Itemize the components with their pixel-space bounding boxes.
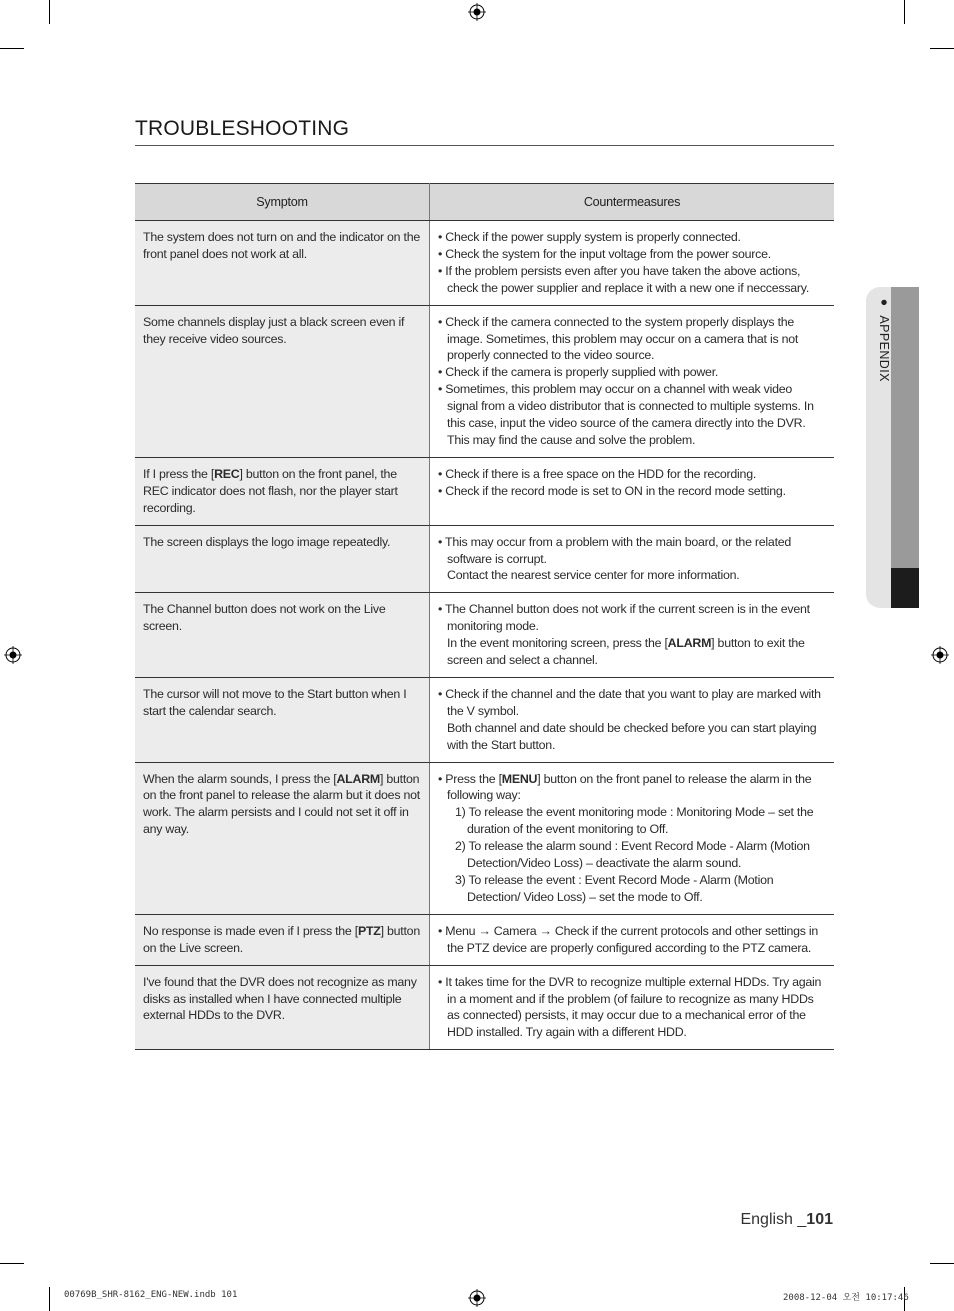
table-row xyxy=(135,525,834,593)
table-row xyxy=(135,965,834,1050)
menu-key-label: MENU xyxy=(501,771,538,786)
bullet-icon: ● xyxy=(877,295,891,310)
countermeasure-cell xyxy=(430,762,835,914)
countermeasure-text: • Press the [ xyxy=(438,771,502,786)
symptom-cell: The system does not turn on and the indicator on the front panel does not work at all. xyxy=(135,221,430,306)
symptom-cell: Some channels display just a black screen even if they receive video sources. xyxy=(135,305,430,457)
symptom-text: ] button on the front panel, the REC indicator does not flash, nor the player start recording. xyxy=(143,466,398,515)
registration-mark-icon xyxy=(4,646,22,664)
countermeasure-cell xyxy=(430,221,835,306)
crop-mark xyxy=(930,48,954,49)
table-header-row xyxy=(135,184,834,221)
countermeasure-cell xyxy=(430,305,835,457)
symptom-cell xyxy=(135,762,430,914)
symptom-text: If I press the [ xyxy=(143,466,215,481)
countermeasure-continuation: Both channel and date should be checked before you can start playing with the Start button. xyxy=(447,720,817,752)
countermeasure-item: • Check if there is a free space on the HDD for the recording. xyxy=(438,466,757,481)
countermeasure-cell xyxy=(430,593,835,678)
troubleshooting-table xyxy=(135,183,834,1050)
countermeasure-cell xyxy=(430,525,835,593)
crop-mark xyxy=(49,0,50,24)
appendix-side-tab xyxy=(866,287,919,608)
countermeasure-item xyxy=(438,771,826,805)
table-row xyxy=(135,593,834,678)
registration-mark-icon xyxy=(468,3,486,21)
crop-mark xyxy=(49,1287,50,1311)
table-row xyxy=(135,914,834,965)
countermeasure-item: • Sometimes, this problem may occur on a channel with weak video signal from a video distributor that is connected to multiple systems. In this case, input the video source of the camera directly into the DVR. This may find the cause and solve the problem. xyxy=(438,382,814,447)
symptom-text: ] button on the front panel to release the alarm but it does not work. The alarm persists and I could not set it off in any way. xyxy=(143,771,420,837)
table-row xyxy=(135,457,834,525)
page-language: English _ xyxy=(740,1211,807,1228)
symptom-cell xyxy=(135,457,430,525)
table-row xyxy=(135,762,834,914)
registration-mark-icon xyxy=(931,646,949,664)
countermeasure-continuation xyxy=(438,635,826,669)
countermeasure-item: • Check if the channel and the date that you want to play are marked with the V symbol. xyxy=(438,686,821,718)
countermeasure-step: 2) To release the alarm sound : Event Record Mode - Alarm (Motion Detection/Video Loss) – deactivate the alarm sound. xyxy=(455,839,810,871)
countermeasure-item: • Check if the camera is properly supplied with power. xyxy=(438,365,719,380)
countermeasure-item: • The Channel button does not work if the current screen is in the event monitoring mode. xyxy=(438,602,810,634)
countermeasure-cell xyxy=(430,965,835,1050)
countermeasure-step: 1) To release the event monitoring mode : Monitoring Mode – set the duration of the event monitoring to Off. xyxy=(455,805,814,837)
page-title: TROUBLESHOOTING xyxy=(135,117,834,146)
symptom-text: No response is made even if I press the [ xyxy=(143,923,358,938)
table-row xyxy=(135,677,834,762)
countermeasure-cell xyxy=(430,677,835,762)
symptom-text: ] button on the Live screen. xyxy=(143,923,420,955)
countermeasure-item: • Menu → Camera → Check if the current protocols and other settings in the PTZ device are properly configured according to the PTZ camera. xyxy=(438,923,819,955)
crop-mark xyxy=(930,1263,954,1264)
countermeasure-continuation: Contact the nearest service center for more information. xyxy=(447,568,740,583)
countermeasure-item: • If the problem persists even after you have taken the above actions, check the power supplier and replace it with a new one if neccessary. xyxy=(438,263,810,295)
print-slug-date: 2008-12-04 오전 10:17:46 xyxy=(783,1293,909,1303)
table-row xyxy=(135,221,834,306)
symptom-text: When the alarm sounds, I press the [ xyxy=(143,771,337,786)
ptz-key-label: PTZ xyxy=(357,923,381,938)
side-tab-label xyxy=(869,287,891,415)
side-tab-gray-bar xyxy=(891,287,919,568)
countermeasure-cell xyxy=(430,914,835,965)
countermeasure-item: • Check if the power supply system is properly connected. xyxy=(438,230,741,244)
countermeasure-text: ] button to exit the screen and select a channel. xyxy=(447,636,805,668)
symptom-cell: The screen displays the logo image repeatedly. xyxy=(135,525,430,593)
header-countermeasures: Countermeasures xyxy=(430,184,835,221)
print-slug-file: 00769B_SHR-8162_ENG-NEW.indb 101 xyxy=(64,1290,238,1300)
countermeasure-item: • Check if the camera connected to the system properly displays the image. Sometimes, this problem may occur on a camera that is not properly connected to the video source. xyxy=(438,314,799,363)
countermeasure-step: 3) To release the event : Event Record Mode - Alarm (Motion Detection/ Video Loss) – set the mode to Off. xyxy=(455,873,774,904)
side-tab-text: APPENDIX xyxy=(877,315,891,382)
table-row xyxy=(135,305,834,457)
registration-mark-icon xyxy=(468,1289,486,1307)
rec-key-label: REC xyxy=(214,466,240,481)
symptom-cell xyxy=(135,914,430,965)
countermeasure-item: • Check the system for the input voltage from the power source. xyxy=(438,246,771,261)
countermeasure-text: In the event monitoring screen, press the [ xyxy=(447,636,668,651)
crop-mark xyxy=(0,48,24,49)
alarm-key-label: ALARM xyxy=(667,636,712,651)
countermeasure-text: ] button on the front panel to release the alarm in the following way: xyxy=(447,771,812,803)
countermeasure-item: • This may occur from a problem with the main board, or the related software is corrupt. xyxy=(438,534,792,566)
countermeasure-item: • It takes time for the DVR to recognize multiple external HDDs. Try again in a moment and if the problem (of failure to recognize as many HDDs as connected) persists, it may occur due to a mechanical error of the HDD installed. Try again with a different HDD. xyxy=(438,974,822,1040)
crop-mark xyxy=(0,1263,24,1264)
header-symptom: Symptom xyxy=(135,184,430,221)
crop-mark xyxy=(904,0,905,24)
side-tab-dark-bar xyxy=(891,568,919,608)
symptom-cell: The cursor will not move to the Start button when I start the calendar search. xyxy=(135,677,430,762)
alarm-key-label: ALARM xyxy=(336,771,380,786)
page-number-value: 101 xyxy=(806,1211,833,1228)
countermeasure-cell xyxy=(430,457,835,525)
page-number xyxy=(700,1211,833,1229)
symptom-cell: I've found that the DVR does not recognize as many disks as installed when I have connected multiple external HDDs to the DVR. xyxy=(135,965,430,1050)
countermeasure-item: • Check if the record mode is set to ON in the record mode setting. xyxy=(438,483,786,498)
symptom-cell: The Channel button does not work on the Live screen. xyxy=(135,593,430,678)
